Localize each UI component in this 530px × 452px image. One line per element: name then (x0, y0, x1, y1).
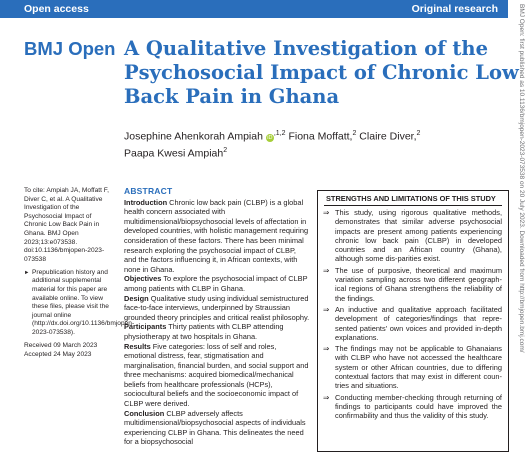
list-item-text: Conducting member-checking through returning of findings to participants could have improved the confirmability and thus the validity of this study. (335, 392, 502, 421)
abstract-text: CLBP adversely affects multidimensional/biopsychosocial aspects of individuals experiencing CLBP in Ghana. This delineates the need for a biopsychosocial (124, 408, 306, 447)
abstract-text: Five categories: loss of self and roles, emotional distress, fear, stigmatisation and marginalisation, financial burden, and social support and three mechanisms: acquired biomedical/mechanical beliefs from healthcare professionals (HCPs), sociocultural beliefs and the socioeconomic impact of CLBP were derived. (124, 341, 309, 409)
open-access-label: Open access (24, 3, 89, 15)
received-date: Received 09 March 2023 (24, 342, 98, 350)
citation-text: To cite: Ampiah JA, Moffatt F, Diver C, et al. A Qualitative Investigation of the Psychosocial Impact of Chronic Low Back Pain in Ghana. BMJ Open 2023;13:e073538. doi:10.1136/bmjopen-2023-073538 (24, 187, 109, 263)
orcid-icon[interactable]: iD (267, 134, 273, 141)
abstract-label: Participants (124, 322, 167, 332)
arrow-icon: ⇒ (323, 344, 330, 354)
abstract-section (124, 187, 310, 447)
affiliation-sup: 2 (352, 130, 357, 137)
abstract-label: Objectives (124, 274, 162, 284)
box-divider (324, 205, 502, 206)
box-heading: STRENGTHS AND LIMITATIONS OF THIS STUDY (326, 194, 496, 203)
author-name: Fiona Moffatt, (285, 130, 353, 143)
abstract-text: Qualitative study using individual semistructured face-to-face interviews, underpinned by Straussian grounded theory principles and critical realist philosophy. (124, 293, 310, 322)
article-title (124, 37, 519, 109)
abstract-text: Chronic low back pain (CLBP) is a global health concern associated with multidimensional/biopsychosocial levels of affectation in developed countries, with holistic management requiring consideration of these factors. There has been minimal research exploring the psychosocial impact of CLBP, and the factors influencing it, in African contexts, with none in Ghana. (124, 197, 309, 274)
author-line (124, 127, 464, 144)
strengths-limitations-box (317, 190, 509, 452)
list-item (323, 265, 502, 303)
author-list (124, 127, 464, 161)
prepublication-note[interactable]: ► Prepublication history and additional supplemental material for this paper are available online. To view these files, please visit the journal online (http://dx.doi.org/10.1136/bmjopen-2023-073538). (24, 269, 114, 338)
title-line: A Qualitative Investigation of the (124, 37, 488, 60)
vertical-margin (512, 0, 530, 442)
arrow-icon: ⇒ (323, 304, 330, 314)
author-name: Claire Diver, (356, 130, 417, 143)
abstract-label: Conclusion (124, 408, 165, 418)
header-bar (0, 0, 508, 18)
abstract-text: Thirty patients with CLBP attending physiotherapy at two hospitals in Ghana. (124, 322, 284, 341)
list-item (323, 304, 502, 342)
abstract-paragraph (124, 409, 310, 447)
list-item-text: This study, using rigorous qualitative methods, demonstrates that similar adverse psychosocial impacts are present among patients experiencing chronic low back pain (CLBP) in developed countries and an African country (Ghana), although some dis-parities exist. (335, 208, 502, 264)
article-type-label: Original research (411, 3, 498, 15)
author-name: Josephine Ahenkorah Ampiah (124, 130, 263, 143)
author-line (124, 144, 464, 161)
title-line: Psychosocial Impact of Chronic Low (124, 61, 519, 84)
abstract-text: To explore the psychosocial impact of CLBP among patients with CLBP in Ghana. (124, 274, 308, 293)
accepted-date: Accepted 24 May 2023 (24, 350, 92, 358)
list-item (323, 392, 502, 421)
arrow-icon: ⇒ (323, 208, 330, 217)
list-item (323, 344, 502, 391)
abstract-paragraph (124, 198, 310, 275)
abstract-label: Results (124, 341, 151, 351)
strengths-list (318, 208, 508, 421)
arrow-icon: ⇒ (323, 392, 330, 402)
abstract-paragraph (124, 294, 310, 323)
abstract-heading: ABSTRACT (124, 186, 173, 196)
affiliation-sup: ,1,2 (273, 130, 286, 137)
list-item (323, 208, 502, 264)
author-name: Paapa Kwesi Ampiah (124, 147, 224, 160)
affiliation-sup: 2 (416, 130, 421, 137)
abstract-label: Introduction (124, 197, 168, 207)
affiliation-sup: 2 (223, 147, 228, 154)
abstract-paragraph (124, 274, 310, 293)
article-sidebar (24, 187, 135, 364)
abstract-label: Design (124, 293, 149, 303)
list-item-text: An inductive and qualitative approach facilitated development of categories/findings that repre-sented patients' own voices and provided in-depth explanations. (335, 304, 502, 342)
journal-logo: BMJ Open (24, 38, 116, 59)
title-line: Back Pain in Ghana (124, 85, 340, 108)
abstract-paragraph (124, 342, 310, 409)
download-note[interactable]: BMJ Open: first published as 10.1136/bmjopen-2023-073538 on 20 July 2023. Downloaded from http://bmjopen.bmj.com/ (518, 4, 525, 353)
list-item-text: The use of purposive, theoretical and maximum variation sampling across two different geograph-ical regions of Ghana strengthens the reliability of the findings. (335, 265, 502, 303)
arrow-icon: ⇒ (323, 265, 330, 275)
list-item-text: The findings may not be applicable to Ghanaians with CLBP who have not accessed the healthcare system or other African countries, due to differing contextual factors that may exist in different coun-tries and situations. (335, 344, 502, 391)
abstract-paragraph (124, 322, 310, 341)
